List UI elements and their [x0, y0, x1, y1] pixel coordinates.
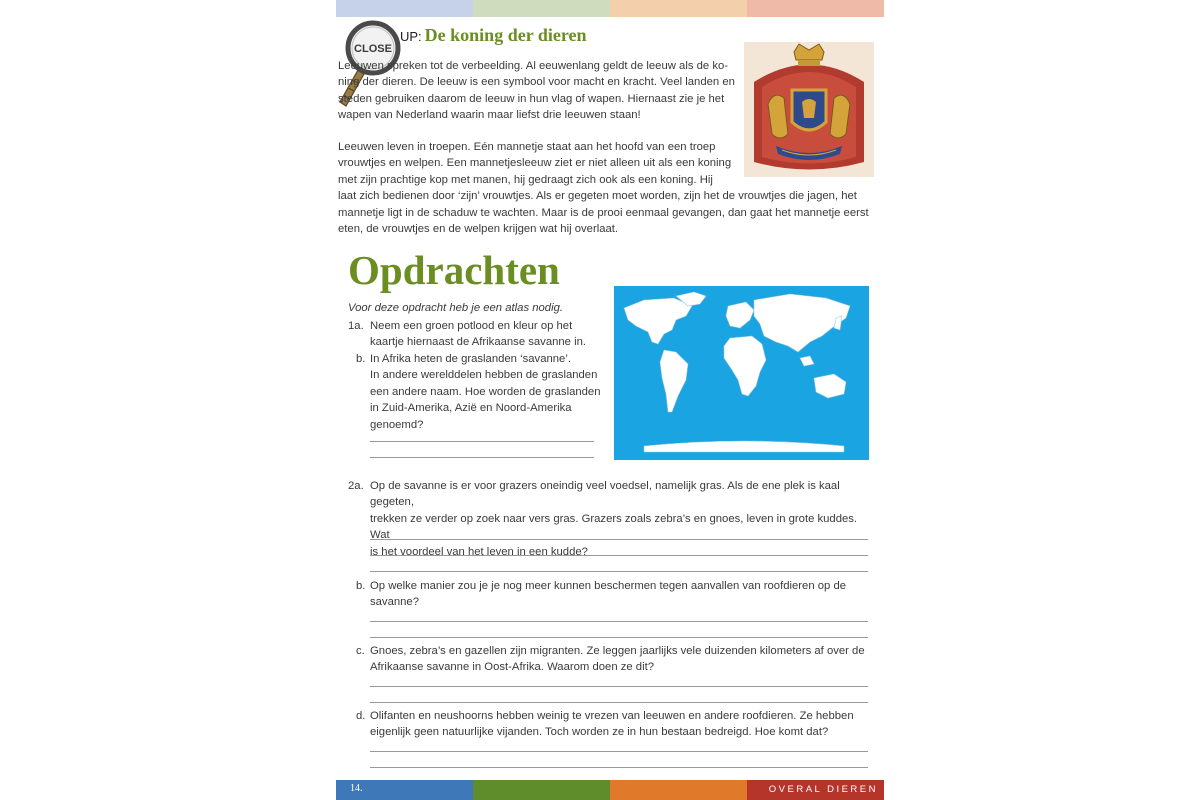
text-line: Op de savanne is er voor grazers oneindig veel voedsel, namelijk gras. Als de ene plek is kaal gegeten, — [370, 480, 840, 509]
question-number: c. — [356, 645, 365, 657]
question-number: b. — [356, 580, 366, 592]
answer-line[interactable] — [370, 702, 868, 703]
answer-line[interactable] — [370, 751, 868, 752]
text-line: genoemd? — [370, 418, 424, 431]
footer-bar-segment-3 — [610, 780, 747, 800]
top-bar-segment-3 — [610, 0, 747, 17]
assignments-intro: Voor deze opdracht heb je een atlas nodig. — [348, 302, 564, 314]
text-line: vrouwtjes en welpen. Een mannetjesleeuw ziet er niet alleen uit als een koning — [338, 157, 732, 170]
text-line: Gnoes, zebra’s en gazellen zijn migranten. Ze leggen jaarlijks vele duizenden kilometers af over de — [370, 645, 865, 657]
answer-line[interactable] — [370, 555, 868, 556]
answer-line[interactable] — [370, 767, 868, 768]
intro-paragraph-1 — [338, 58, 735, 124]
text-line: een andere naam. Hoe worden de graslanden — [370, 385, 601, 398]
text-line: eigenlijk geen natuurlijke vijanden. Toch worden ze in hun bestaan bedreigd. Hoe komt dat? — [370, 726, 829, 739]
text-line: steden gebruiken daarom de leeuw in hun vlag of wapen. Hiernaast zie je het — [338, 92, 725, 105]
text-line: met zijn prachtige kop met manen, hij gedraagt zich ook als een koning. Hij — [338, 173, 713, 186]
answer-line[interactable] — [370, 457, 594, 458]
question-text — [370, 318, 586, 351]
footer-bar-segment-2 — [473, 780, 610, 800]
top-color-bar — [336, 0, 884, 17]
text-line: eten, de vrouwtjes en de welpen krijgen wat hij overlaat. — [338, 223, 619, 236]
up-label: UP: — [400, 29, 422, 44]
text-line: trekken ze verder op zoek naar vers gras. Grazers zoals zebra’s en gnoes, leven in grote kuddes. Wat — [370, 512, 858, 542]
answer-line[interactable] — [370, 621, 868, 622]
question-text — [370, 708, 854, 741]
page-number: 14. — [350, 783, 363, 794]
question-number: 1a. — [348, 320, 364, 332]
top-bar-segment-1 — [336, 0, 473, 17]
footer-color-bar — [336, 780, 884, 800]
question-text — [370, 643, 865, 676]
text-line: Leeuwen leven in troepen. Eén mannetje staat aan het hoofd van een troep — [338, 141, 716, 153]
text-line: wapen van Nederland waarin maar liefst drie leeuwen staan! — [338, 109, 641, 122]
top-bar-segment-4 — [747, 0, 884, 17]
question-number: b. — [356, 353, 366, 365]
text-line: Olifanten en neushoorns hebben weinig te vrezen van leeuwen en andere roofdieren. Ze hebben — [370, 710, 854, 722]
close-badge-text: CLOSE — [354, 43, 392, 55]
section-title: OVERAL DIEREN — [768, 784, 878, 795]
text-line: In andere werelddelen hebben de graslanden — [370, 369, 598, 382]
world-map-image — [614, 286, 869, 460]
text-line: laat zich bedienen door ‘zijn’ vrouwtjes. Als er gegeten moet worden, zijn het de vrouwtjes die jagen, het — [338, 190, 857, 203]
footer-bar-segment-4 — [747, 780, 884, 800]
text-line: Leeuwen spreken tot de verbeelding. Al eeuwenlang geldt de leeuw als de ko- — [338, 60, 729, 72]
assignments-heading: Opdrachten — [348, 247, 560, 293]
title-text: De koning der dieren — [424, 25, 587, 45]
answer-line[interactable] — [370, 637, 868, 638]
answer-line[interactable] — [370, 539, 868, 540]
question-text — [370, 351, 601, 433]
text-line: savanne? — [370, 596, 419, 609]
article-title — [400, 25, 587, 46]
text-line: kaartje hiernaast de Afrikaanse savanne in. — [370, 336, 587, 349]
text-line: in Zuid-Amerika, Azië en Noord-Amerika — [370, 402, 572, 415]
text-line: ning der dieren. De leeuw is een symbool voor macht en kracht. Veel landen en — [338, 76, 735, 89]
answer-line[interactable] — [370, 571, 868, 572]
text-line: Afrikaanse savanne in Oost-Afrika. Waarom doen ze dit? — [370, 661, 655, 674]
question-text — [370, 578, 846, 611]
text-line: Op welke manier zou je je nog meer kunnen beschermen tegen aanvallen van roofdieren op de — [370, 580, 847, 592]
text-line: Neem een groen potlood en kleur op het — [370, 320, 573, 332]
worksheet-page — [336, 0, 884, 800]
text-line: mannetje ligt in de schaduw te wachten. Maar is de prooi eenmaal gevangen, dan gaat het mannetje eerst — [338, 206, 869, 219]
answer-line[interactable] — [370, 441, 594, 442]
question-number: 2a. — [348, 480, 364, 492]
question-number: d. — [356, 710, 366, 722]
coat-of-arms-image — [744, 42, 874, 177]
text-line: In Afrika heten de graslanden ‘savanne’. — [370, 353, 571, 365]
top-bar-segment-2 — [473, 0, 610, 17]
text-line: is het voordeel van het leven in een kudde? — [370, 545, 588, 558]
question-text — [370, 478, 878, 560]
footer-bar-segment-1 — [336, 780, 473, 800]
answer-line[interactable] — [370, 686, 868, 687]
